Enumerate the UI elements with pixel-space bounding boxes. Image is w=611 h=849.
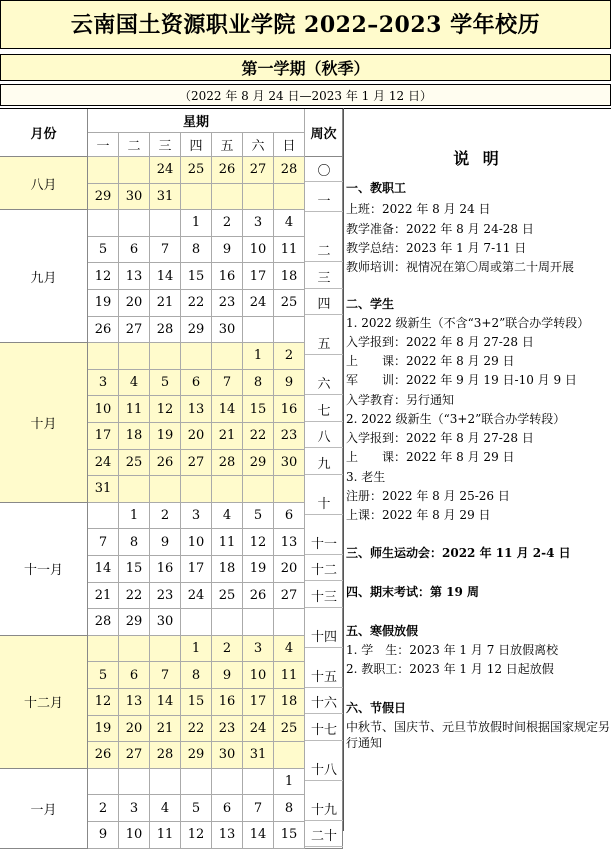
notes-line: 入学教育：另行通知: [346, 393, 455, 407]
day-cell: 6: [181, 370, 212, 397]
day-cell: [119, 157, 150, 184]
day-cell: 7: [243, 795, 274, 822]
day-cell: 3: [181, 503, 212, 530]
notes-line: 上 课：2022 年 8 月 29 日: [346, 354, 515, 368]
week-label: 十: [305, 491, 343, 515]
day-cell: 29: [181, 742, 212, 769]
day-cell: 30: [212, 742, 243, 769]
day-cell: 30: [212, 317, 243, 344]
day-cell: [88, 343, 119, 370]
day-cell: 8: [274, 795, 305, 822]
week-label: 一: [305, 188, 343, 212]
day-cell: 10: [119, 822, 150, 849]
day-cell: 24: [243, 716, 274, 743]
day-cell: 17: [243, 263, 274, 290]
day-cell: 12: [150, 396, 181, 423]
notes-line: 上 课：2022 年 8 月 29 日: [346, 450, 515, 464]
day-cell: 10: [181, 529, 212, 556]
day-cell: [88, 210, 119, 237]
day-cell: [243, 184, 274, 211]
day-cell: 21: [150, 290, 181, 317]
day-cell: 20: [181, 423, 212, 450]
notes-line: 注册：2022 年 8 月 25-26 日: [346, 489, 510, 503]
week-label: 十一: [305, 531, 343, 555]
week-header: 周次: [305, 109, 343, 157]
notes-section-heading: 二、学生: [346, 297, 395, 311]
day-cell: 13: [119, 689, 150, 716]
day-cell: 7: [88, 529, 119, 556]
day-cell: 21: [150, 716, 181, 743]
day-cell: 8: [119, 529, 150, 556]
day-cell: 3: [119, 795, 150, 822]
day-cell: 16: [212, 689, 243, 716]
day-cell: 27: [119, 742, 150, 769]
weekday-label: 一: [88, 133, 119, 157]
notes-section-heading: 四、期末考试：第 19 周: [346, 585, 480, 599]
day-cell: [181, 769, 212, 796]
week-label: 六: [305, 371, 343, 395]
day-cell: 24: [181, 583, 212, 610]
day-cell: 13: [274, 529, 305, 556]
day-cell: 20: [119, 716, 150, 743]
week-label: 十六: [305, 690, 343, 714]
week-label: 二十: [305, 823, 343, 847]
day-cell: [150, 210, 181, 237]
notes-section-heading: 六、节假日: [346, 701, 407, 715]
day-cell: [88, 157, 119, 184]
day-cell: 23: [274, 423, 305, 450]
day-cell: 22: [181, 716, 212, 743]
month-label: 九月: [0, 210, 88, 343]
day-cell: 24: [150, 157, 181, 184]
day-cell: [150, 769, 181, 796]
day-cell: [212, 609, 243, 636]
day-cell: 5: [150, 370, 181, 397]
day-cell: 9: [212, 662, 243, 689]
day-cell: 11: [119, 396, 150, 423]
day-cell: [274, 317, 305, 344]
day-cell: 2: [274, 343, 305, 370]
page-title: 云南国土资源职业学院 2022–2023 学年校历: [0, 0, 611, 49]
day-cell: 11: [274, 662, 305, 689]
day-cell: 2: [88, 795, 119, 822]
notes-line: 2. 教职工：2023 年 1 月 12 日起放假: [346, 662, 554, 676]
weekday-label: 四: [181, 133, 212, 157]
day-cell: 25: [212, 583, 243, 610]
day-cell: 15: [274, 822, 305, 849]
weekday-label: 二: [119, 133, 150, 157]
month-label: 八月: [0, 157, 88, 210]
day-cell: [119, 210, 150, 237]
week-label: 二: [305, 238, 343, 262]
day-cell: 26: [150, 450, 181, 477]
day-cell: 28: [150, 317, 181, 344]
day-cell: 3: [88, 370, 119, 397]
day-cell: 10: [88, 396, 119, 423]
day-cell: 29: [119, 609, 150, 636]
day-cell: 19: [88, 716, 119, 743]
day-cell: 8: [181, 237, 212, 264]
notes-line: 1. 学 生：2023 年 1 月 7 日放假离校: [346, 643, 559, 657]
day-cell: 5: [243, 503, 274, 530]
notes-title: 说 明: [453, 149, 503, 168]
notes-line: 中秋节、国庆节、元旦节放假时间根据国家规定另行通知: [346, 720, 610, 750]
day-cell: 27: [119, 317, 150, 344]
day-cell: [88, 503, 119, 530]
day-cell: [274, 609, 305, 636]
week-label: 九: [305, 451, 343, 475]
day-cell: 24: [88, 450, 119, 477]
week-label: 五: [305, 331, 343, 355]
notes-section-heading: 五、寒假放假: [346, 624, 419, 638]
day-cell: 1: [181, 210, 212, 237]
day-cell: 14: [88, 556, 119, 583]
day-cell: 30: [119, 184, 150, 211]
day-cell: 25: [274, 290, 305, 317]
day-cell: [243, 609, 274, 636]
day-cell: 4: [212, 503, 243, 530]
day-cell: 26: [88, 742, 119, 769]
day-cell: 28: [150, 742, 181, 769]
weekday-label: 日: [274, 133, 305, 157]
day-cell: 17: [181, 556, 212, 583]
day-cell: 28: [88, 609, 119, 636]
day-cell: 1: [243, 343, 274, 370]
day-cell: 19: [150, 423, 181, 450]
month-header: 月份: [0, 109, 88, 157]
day-cell: 9: [212, 237, 243, 264]
day-cell: 18: [274, 263, 305, 290]
day-cell: 1: [119, 503, 150, 530]
day-cell: 8: [181, 662, 212, 689]
day-cell: 20: [119, 290, 150, 317]
day-cell: 4: [274, 636, 305, 663]
day-cell: 24: [243, 290, 274, 317]
notes-line: 军 训：2022 年 9 月 19 日-10 月 9 日: [346, 373, 577, 387]
day-cell: 17: [243, 689, 274, 716]
week-label: 十七: [305, 717, 343, 741]
week-label: 七: [305, 398, 343, 422]
day-cell: 23: [212, 716, 243, 743]
notes-line: 上课：2022 年 8 月 29 日: [346, 508, 491, 522]
day-cell: [181, 609, 212, 636]
day-cell: 18: [212, 556, 243, 583]
day-cell: 26: [243, 583, 274, 610]
day-cell: 28: [212, 450, 243, 477]
day-cell: 13: [181, 396, 212, 423]
semester-title: 第一学期（秋季）: [0, 54, 611, 81]
day-cell: 4: [119, 370, 150, 397]
day-cell: 8: [243, 370, 274, 397]
notes-section-heading: 三、师生运动会：2022 年 11 月 2-4 日: [346, 546, 571, 560]
day-cell: 12: [88, 263, 119, 290]
day-cell: 6: [274, 503, 305, 530]
day-cell: 12: [243, 529, 274, 556]
day-cell: 11: [274, 237, 305, 264]
day-cell: 12: [88, 689, 119, 716]
day-cell: 25: [181, 157, 212, 184]
day-cell: 23: [150, 583, 181, 610]
day-cell: 22: [243, 423, 274, 450]
day-cell: [212, 343, 243, 370]
week-label: 十九: [305, 797, 343, 821]
month-label: 一月: [0, 769, 88, 849]
day-cell: [150, 636, 181, 663]
day-cell: 14: [243, 822, 274, 849]
day-cell: 4: [150, 795, 181, 822]
day-cell: 30: [274, 450, 305, 477]
semester-date-range: （2022 年 8 月 24 日—2023 年 1 月 12 日）: [0, 84, 611, 106]
day-cell: 10: [243, 662, 274, 689]
week-label: 十四: [305, 624, 343, 648]
day-cell: 23: [212, 290, 243, 317]
day-cell: 3: [243, 636, 274, 663]
day-cell: 18: [119, 423, 150, 450]
weekday-label: 六: [243, 133, 274, 157]
notes-section-heading: 一、教职工: [346, 181, 407, 195]
notes-line: 入学报到：2022 年 8 月 27-28 日: [346, 335, 534, 349]
day-cell: 29: [88, 184, 119, 211]
day-cell: 31: [243, 742, 274, 769]
day-cell: 13: [119, 263, 150, 290]
weekday-label: 三: [150, 133, 181, 157]
week-label: 八: [305, 424, 343, 448]
day-cell: 2: [212, 210, 243, 237]
week-label: 十八: [305, 757, 343, 781]
week-label: 十五: [305, 664, 343, 688]
day-cell: 9: [150, 529, 181, 556]
day-cell: 19: [243, 556, 274, 583]
month-label: 十月: [0, 343, 88, 503]
day-cell: [119, 636, 150, 663]
day-cell: 11: [150, 822, 181, 849]
day-cell: 25: [274, 716, 305, 743]
day-cell: [119, 343, 150, 370]
notes-line: 教学总结：2023 年 1 月 7-11 日: [346, 241, 527, 255]
week-label: 十三: [305, 584, 343, 608]
weekday-header: 星期: [88, 109, 305, 133]
day-cell: 12: [181, 822, 212, 849]
day-cell: [119, 769, 150, 796]
day-cell: 14: [150, 689, 181, 716]
day-cell: [212, 769, 243, 796]
day-cell: 1: [181, 636, 212, 663]
notes-panel: [343, 108, 611, 831]
day-cell: 15: [181, 689, 212, 716]
day-cell: 30: [150, 609, 181, 636]
day-cell: [150, 476, 181, 503]
day-cell: 29: [243, 450, 274, 477]
day-cell: [243, 317, 274, 344]
day-cell: [150, 343, 181, 370]
day-cell: [181, 343, 212, 370]
month-label: 十二月: [0, 636, 88, 769]
day-cell: 22: [119, 583, 150, 610]
day-cell: 19: [88, 290, 119, 317]
day-cell: 21: [212, 423, 243, 450]
day-cell: [243, 769, 274, 796]
day-cell: 3: [243, 210, 274, 237]
day-cell: 11: [212, 529, 243, 556]
month-label: 十一月: [0, 503, 88, 636]
day-cell: 9: [274, 370, 305, 397]
day-cell: [119, 476, 150, 503]
day-cell: 31: [88, 476, 119, 503]
day-cell: 27: [243, 157, 274, 184]
day-cell: 18: [274, 689, 305, 716]
day-cell: [88, 636, 119, 663]
day-cell: 14: [212, 396, 243, 423]
day-cell: [243, 476, 274, 503]
day-cell: 7: [212, 370, 243, 397]
week-label: 三: [305, 265, 343, 289]
day-cell: 6: [119, 237, 150, 264]
day-cell: 25: [119, 450, 150, 477]
day-cell: [212, 184, 243, 211]
day-cell: 16: [274, 396, 305, 423]
day-cell: [181, 476, 212, 503]
day-cell: 16: [150, 556, 181, 583]
day-cell: [88, 769, 119, 796]
day-cell: 20: [274, 556, 305, 583]
day-cell: 31: [150, 184, 181, 211]
weekday-label: 五: [212, 133, 243, 157]
day-cell: 4: [274, 210, 305, 237]
day-cell: 22: [181, 290, 212, 317]
day-cell: 5: [88, 237, 119, 264]
day-cell: [274, 476, 305, 503]
day-cell: 29: [181, 317, 212, 344]
day-cell: 2: [150, 503, 181, 530]
notes-line: 入学报到：2022 年 8 月 27-28 日: [346, 431, 534, 445]
day-cell: 27: [274, 583, 305, 610]
notes-line: 上班：2022 年 8 月 24 日: [346, 202, 491, 216]
day-cell: 6: [212, 795, 243, 822]
day-cell: 26: [212, 157, 243, 184]
notes-line: 教学准备：2022 年 8 月 24-28 日: [346, 222, 534, 236]
day-cell: 15: [119, 556, 150, 583]
day-cell: [274, 742, 305, 769]
week-label: 四: [305, 291, 343, 315]
day-cell: 21: [88, 583, 119, 610]
day-cell: 5: [88, 662, 119, 689]
day-cell: 15: [181, 263, 212, 290]
day-cell: 13: [212, 822, 243, 849]
notes-line: 教师培训：视情况在第〇周或第二十周开展: [346, 260, 575, 274]
day-cell: 16: [212, 263, 243, 290]
day-cell: 1: [274, 769, 305, 796]
day-cell: 5: [181, 795, 212, 822]
day-cell: 10: [243, 237, 274, 264]
notes-line: 1. 2022 级新生（不含“3+2”联合办学转段）: [346, 316, 590, 330]
notes-line: 2. 2022 级新生（“3+2”联合办学转段）: [346, 412, 566, 426]
day-cell: [212, 476, 243, 503]
day-cell: 14: [150, 263, 181, 290]
day-cell: 6: [119, 662, 150, 689]
day-cell: 2: [212, 636, 243, 663]
day-cell: 27: [181, 450, 212, 477]
day-cell: 28: [274, 157, 305, 184]
day-cell: [181, 184, 212, 211]
day-cell: 17: [88, 423, 119, 450]
week-label: 十二: [305, 557, 343, 581]
day-cell: 9: [88, 822, 119, 849]
notes-line: 3. 老生: [346, 470, 386, 484]
week-label: 〇: [305, 158, 343, 182]
day-cell: 7: [150, 662, 181, 689]
day-cell: 7: [150, 237, 181, 264]
day-cell: 26: [88, 317, 119, 344]
day-cell: [274, 184, 305, 211]
day-cell: 15: [243, 396, 274, 423]
